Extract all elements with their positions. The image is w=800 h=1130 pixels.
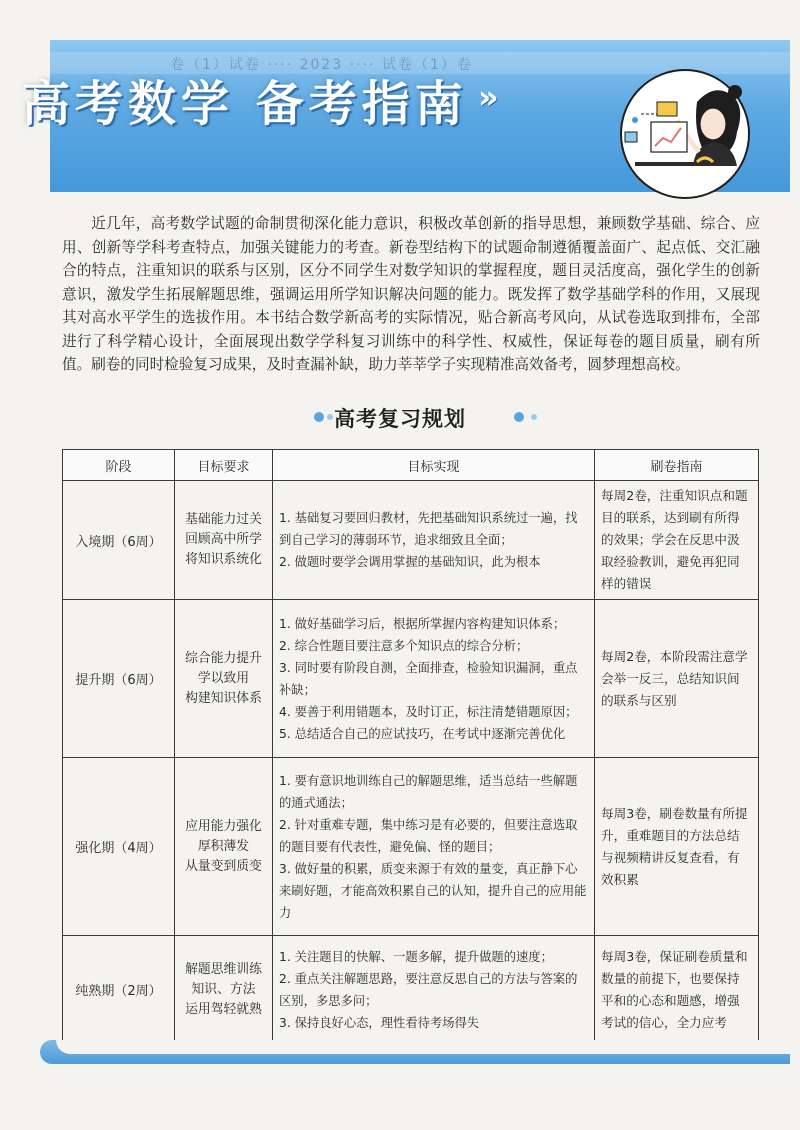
goal-cell	[175, 481, 273, 600]
goal-cell	[175, 936, 273, 1044]
impl-item: 1. 要有意识地训练自己的解题思维，适当总结一些解题的通式通法；	[279, 773, 578, 810]
section-heading	[0, 403, 800, 435]
section-title: 高考复习规划	[334, 407, 466, 431]
goal-line: 解题思维训练	[185, 961, 262, 977]
impl-item: 3. 同时要有阶段自测，全面排查，检验知识漏洞，重点补缺；	[279, 660, 578, 697]
impl-item: 2. 做题时要学会调用掌握的基础知识，此为根本	[279, 555, 541, 569]
guide-cell: 每周2卷，注重知识点和题目的联系，达到刷有所得的效果；学会在反思中汲取经验教训，避免再犯同样的错误	[595, 481, 759, 600]
intro-paragraph: 近几年，高考数学试题的命制贯彻深化能力意识，积极改革创新的指导思想，兼顾数学基础、综合、应用、创新等学科考查特点，加强关键能力的考查。新卷型结构下的试题命制遵循覆盖面广、起点低、交汇融合的特点，注重知识的联系与区别，区分不同学生对数学知识的掌握程度，题目灵活度高，强化学生的创新意识，激发学生拓展解题思维，强调运用所学知识解决问题的能力。既发挥了数学基础学科的作用，又展现其对高水平学生的选拔作用。本书结合数学新高考的实际情况，贴合新高考风向，从试卷选取到排布，全部进行了科学精心设计，全面展现出数学学科复习训练中的科学性、权威性，保证每卷的题目质量，刷有所值。刷卷的同时检验复习成果，及时查漏补缺，助力莘莘学子实现精准高效备考，圆梦理想高校。	[62, 215, 760, 373]
student-illustration-icon	[565, 62, 755, 202]
banner-strip-text: 卷（1）试卷 ···· 2023 ···· 试卷（1）卷	[170, 57, 473, 73]
goal-line: 将知识系统化	[185, 552, 262, 567]
goal-line: 回顾高中所学	[185, 532, 262, 547]
goal-line: 运用驾轻就熟	[185, 1001, 262, 1017]
guide-cell: 每周2卷，本阶段需注意学会举一反三，总结知识间的联系与区别	[595, 600, 759, 758]
page-title: 高考数学 备考指南	[22, 76, 468, 132]
table-row	[63, 936, 759, 1044]
impl-item: 1. 基础复习要回归教材，先把基础知识系统过一遍，找到自己学习的薄弱环节，追求细致且全面；	[279, 511, 578, 547]
impl-item: 5. 总结适合自己的应试技巧，在考试中逐渐完善优化	[279, 726, 566, 741]
goal-line: 应用能力强化	[185, 818, 262, 834]
stage-cell: 提升期（6周）	[63, 600, 175, 758]
header-guide: 刷卷指南	[595, 450, 759, 481]
guide-cell: 每周3卷，保证刷卷质量和数量的前提下，也要保持平和的心态和题感，增强考试的信心，全力应考	[595, 936, 759, 1044]
goal-line: 从量变到质变	[185, 858, 262, 874]
impl-item: 3. 做好量的积累，质变来源于有效的量变，真正静下心来刷好题，才能高效积累自己的认知，提升自己的应用能力	[279, 861, 587, 920]
impl-item: 1. 做好基础学习后，根据所掌握内容构建知识体系；	[279, 616, 566, 631]
table-row	[63, 481, 759, 600]
goal-line: 知识、方法	[191, 981, 256, 997]
implementation-cell	[273, 600, 595, 758]
stage-cell: 纯熟期（2周）	[63, 936, 175, 1044]
table-row	[63, 600, 759, 758]
dot-icon	[531, 414, 537, 420]
impl-item: 1. 关注题目的快解、一题多解，提升做题的速度；	[279, 949, 553, 964]
impl-item: 2. 综合性题目要注意多个知识点的综合分析；	[279, 638, 529, 653]
dot-icon	[514, 412, 524, 422]
goal-cell	[175, 758, 273, 936]
goal-line: 综合能力提升	[185, 650, 262, 666]
implementation-cell	[273, 936, 595, 1044]
goal-cell	[175, 600, 273, 758]
impl-item: 3. 保持良好心态，理性看待考场得失	[279, 1015, 480, 1030]
goal-line: 厚积薄发	[197, 838, 250, 854]
header-goal: 目标要求	[175, 450, 273, 481]
header-implementation: 目标实现	[273, 450, 595, 481]
stage-cell: 入境期（6周）	[63, 481, 175, 600]
stage-cell: 强化期（4周）	[63, 758, 175, 936]
implementation-cell	[273, 758, 595, 936]
footer-inner	[56, 1040, 790, 1054]
impl-item: 2. 重点关注解题思路，要注意反思自己的方法与答案的区别，多思多问；	[279, 971, 578, 1008]
header-stage: 阶段	[63, 450, 175, 481]
impl-item: 2. 针对重难专题，集中练习是有必要的，但要注意选取的题目要有代表性，避免偏、怪的题目；	[279, 817, 578, 854]
goal-line: 学以致用	[197, 670, 250, 686]
implementation-cell	[273, 481, 595, 600]
goal-line: 基础能力过关	[185, 512, 262, 527]
review-plan-table	[62, 449, 759, 1044]
table-row	[63, 758, 759, 936]
chevron-right-icon: »	[478, 78, 499, 116]
guide-cell: 每周3卷，刷卷数量有所提升，重难题目的方法总结与视频精讲反复查看，有效积累	[595, 758, 759, 936]
goal-line: 构建知识体系	[185, 690, 262, 706]
impl-item: 4. 要善于利用错题本，及时订正，标注清楚错题原因；	[279, 704, 578, 719]
table-header-row	[63, 450, 759, 481]
